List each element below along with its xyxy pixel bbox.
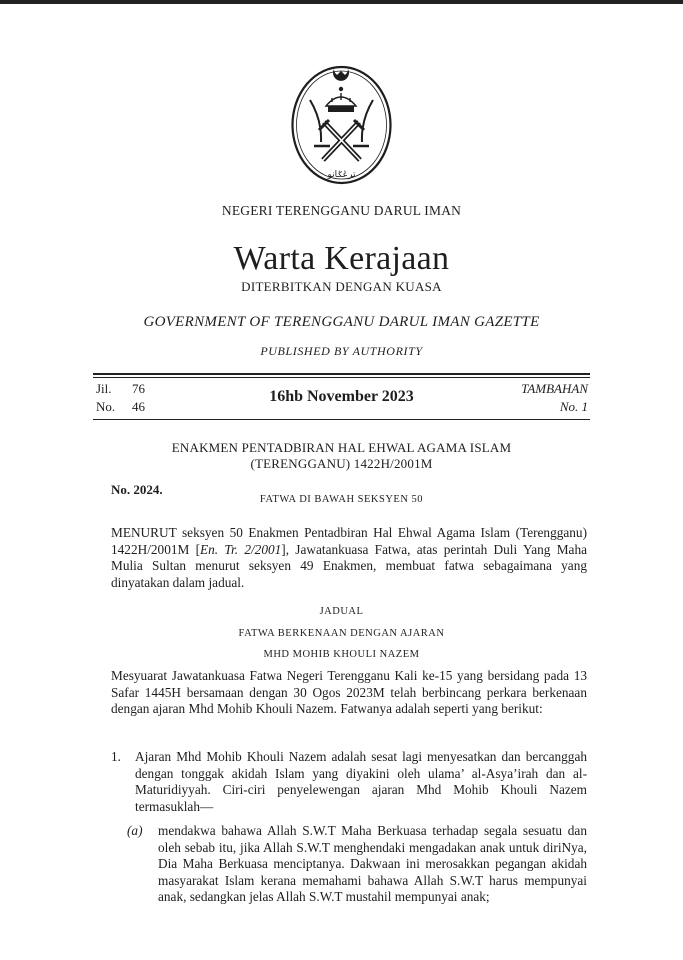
item-1-text: Ajaran Mhd Mohib Khouli Nazem adalah sesat lagi menyesatkan dan bercanggah dengan tonggak akidah Islam yang diyakini oleh ulama’ al-Asya’irah dan al-Maturidiyyah. Ciri-ciri penyelewengan ajaran Mhd Mohib Khouli Nazem termasuklah— [135, 749, 587, 814]
schedule-title: JADUAL [319, 606, 364, 617]
enactment-title [0, 440, 683, 472]
subtitle-malay: DITERBITKAN DENGAN KUASA [241, 279, 442, 294]
subtitle-english: GOVERNMENT OF TERENGGANU DARUL IMAN GAZETTE [143, 314, 540, 330]
divider-top-thin [93, 377, 590, 378]
issue-date: 16hb November 2023 [269, 388, 414, 405]
terengganu-crest-icon [288, 60, 395, 190]
number-label: No. [96, 399, 116, 414]
schedule-subtitle: FATWA BERKENAAN DENGAN AJARAN [238, 628, 445, 639]
svg-text:ترڠݢانو: ترڠݢانو [327, 170, 356, 180]
state-name: NEGERI TERENGGANU DARUL IMAN [221, 203, 462, 218]
schedule-name: MHD MOHIB KHOULI NAZEM [263, 649, 420, 660]
meeting-paragraph: Mesyuarat Jawatankuasa Fatwa Negeri Terengganu Kali ke-15 yang bersidang pada 13 Safar 1445H bersamaan dengan 30 Ogos 2023M telah berbincang perkara berkenaan dengan ajaran Mhd Mohib Khouli Nazem. Fatwanya adalah seperti yang berikut: [111, 668, 587, 716]
supplement-label: TAMBAHAN [521, 381, 588, 396]
divider-bottom [93, 419, 590, 420]
notice-number: No. 2024. [111, 482, 163, 497]
intro-citation: En. Tr. 2/2001 [200, 541, 282, 557]
number-value: 46 [132, 399, 145, 414]
volume-block [96, 380, 145, 416]
fatwa-subitem-a [127, 823, 587, 906]
gazette-title: Warta Kerajaan [233, 240, 450, 277]
fatwa-item-1 [111, 749, 587, 815]
notice-heading: FATWA DI BAWAH SEKSYEN 50 [259, 494, 424, 505]
top-edge [0, 0, 683, 4]
supplement-block [521, 380, 588, 416]
divider-top [93, 373, 590, 375]
enactment-line-1: ENAKMEN PENTADBIRAN HAL EHWAL AGAMA ISLAM [171, 440, 512, 455]
published-by-authority: PUBLISHED BY AUTHORITY [260, 344, 423, 358]
supplement-number: No. 1 [559, 399, 588, 414]
intro-part-2: ], Jawatankuasa Fatwa, atas perintah Duli Yang Maha Mulia Sultan menurut seksyen 49 Enakmen, membuat fatwa sebagaimana yang dinyatakan dalam jadual. [111, 541, 587, 590]
intro-paragraph [111, 525, 587, 591]
subitem-a-text: mendakwa bahawa Allah S.W.T Maha Berkuasa terhadap segala sesuatu dan oleh sebab itu, jika Allah S.W.T menghendaki mengadakan anak untuk diriNya, Dia Maha Berkuasa menciptanya. Dakwaan ini merosakkan pegangan akidah masyarakat Islam kerana memahami bahawa Allah S.W.T harus mempunyai anak, sedangkan jelas Allah S.W.T mustahil mempunyai anak; [158, 823, 587, 904]
item-1-label: 1. [111, 749, 121, 764]
volume-value: 76 [132, 381, 145, 396]
intro-part-1: MENURUT seksyen 50 Enakmen Pentadbiran Hal Ehwal Agama Islam (Terengganu) 1422H/2001M [ [111, 525, 587, 557]
enactment-line-2: (TERENGGANU) 1422H/2001M [250, 456, 433, 471]
volume-label: Jil. [96, 381, 112, 396]
subitem-a-label: (a) [127, 823, 143, 838]
